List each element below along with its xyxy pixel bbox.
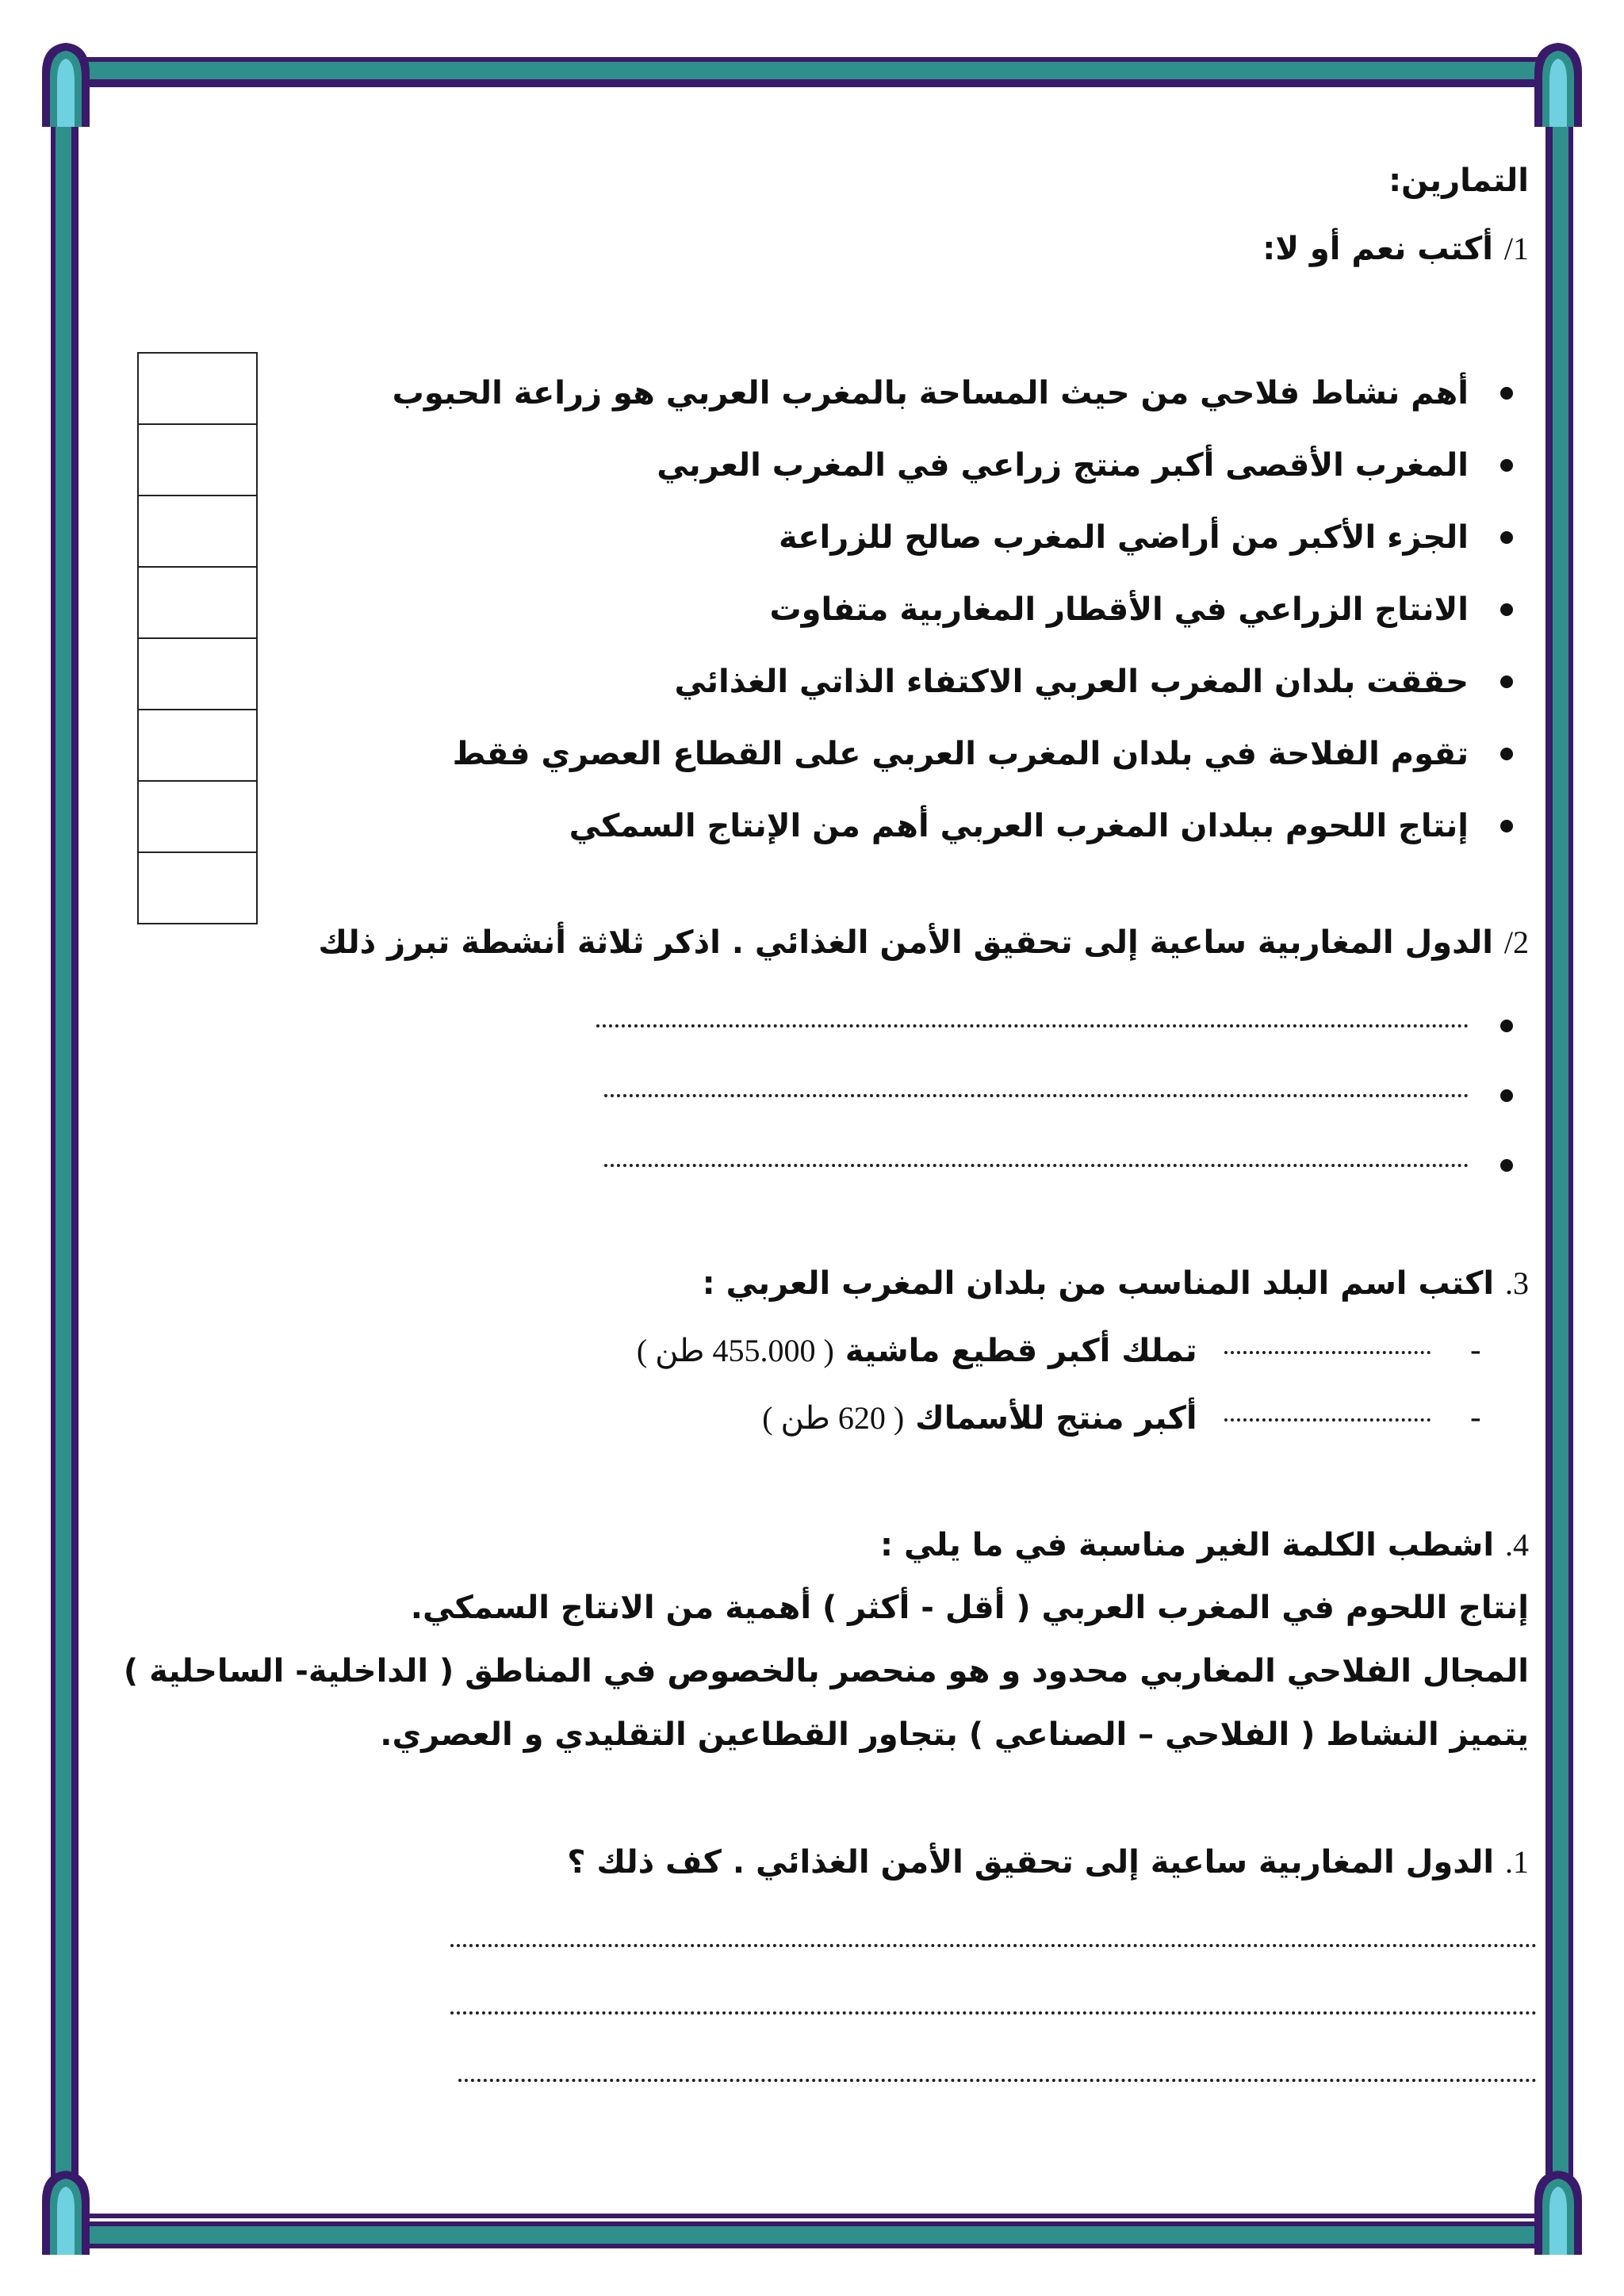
frame-corner-ornament: [38, 41, 94, 128]
question-number: 1/: [1503, 231, 1529, 266]
statement-text: تقوم الفلاحة في بلدان المغرب العربي على القطاع العصري فقط: [452, 735, 1469, 772]
statement-text: حققت بلدان المغرب العربي الاكتفاء الذاتي الغذائي: [674, 663, 1469, 700]
list-item: [393, 645, 1529, 718]
question-4-heading: [880, 1526, 1529, 1563]
frame-corner-ornament: [1530, 2169, 1586, 2256]
bullet-icon: [1500, 387, 1513, 400]
frame-top-border: [70, 57, 1554, 84]
statement-text: المغرب الأقصى أكبر منتج زراعي في المغرب العربي: [657, 446, 1469, 484]
question-text: أكتب نعم أو لا:: [1262, 231, 1504, 267]
question-text: الدول المغاربية ساعية إلى تحقيق الأمن الغذائي . اذكر ثلاثة أنشطة تبرز ذلك: [318, 924, 1504, 961]
list-item: [393, 501, 1529, 573]
answer-lines: [596, 991, 1529, 1200]
statement-text: الجزء الأكبر من أراضي المغرب صالح للزراعة: [778, 519, 1469, 556]
question-1-heading: [1262, 230, 1529, 267]
page-title: التمارين:: [1388, 163, 1529, 199]
dotted-blank[interactable]: [450, 1944, 1537, 1947]
question-number: 4.: [1505, 1527, 1529, 1563]
dotted-blank[interactable]: [1224, 1418, 1431, 1422]
frame-right-border: [1548, 76, 1573, 2220]
bullet-icon: [1500, 820, 1513, 832]
answer-box[interactable]: [139, 568, 256, 639]
item-text: تملك أكبر قطيع ماشية: [845, 1333, 1197, 1369]
question-number: 2/: [1503, 924, 1529, 960]
cross-out-sentence: إنتاج اللحوم في المغرب العربي ( أقل - أكثر ) أهمية من الانتاج السمكي.: [410, 1590, 1529, 1626]
question-number: 1.: [1505, 1844, 1529, 1880]
cross-out-sentence: يتميز النشاط ( الفلاحي – الصناعي ) بتجاور القطاعين التقليدي و العصري.: [380, 1716, 1529, 1753]
yes-no-list: [393, 357, 1529, 862]
frame-left-border: [51, 76, 76, 2220]
dotted-blank[interactable]: [596, 1024, 1469, 1027]
frame-left-inner: [75, 87, 79, 2209]
answer-box[interactable]: [139, 496, 256, 568]
question-2-heading: [318, 924, 1529, 961]
frame-corner-ornament: [1530, 41, 1586, 128]
bullet-icon: [1500, 1089, 1513, 1102]
statement-text: إنتاج اللحوم ببلدان المغرب العربي أهم من الإنتاج السمكي: [569, 807, 1469, 844]
bullet-icon: [1500, 603, 1513, 616]
list-item: [393, 718, 1529, 790]
item-note: ( 455.000 طن ): [636, 1333, 834, 1368]
bullet-icon: [1500, 531, 1513, 544]
answer-boxes: [137, 352, 258, 924]
dotted-blank[interactable]: [604, 1164, 1469, 1167]
item-note: ( 620 طن ): [762, 1400, 905, 1436]
bullet-icon: [1500, 1020, 1513, 1032]
bullet-icon: [1500, 459, 1513, 472]
dotted-blank[interactable]: [1224, 1351, 1431, 1354]
answer-box[interactable]: [139, 710, 256, 782]
question-number: 3.: [1505, 1265, 1529, 1301]
frame-bottom-border: [70, 2221, 1554, 2248]
list-item: [393, 790, 1529, 862]
fill-item: [637, 1332, 1529, 1369]
dotted-blank[interactable]: [458, 2079, 1537, 2082]
fill-item: [762, 1399, 1529, 1437]
bullet-icon: [1500, 1159, 1513, 1172]
bullet-icon: [1500, 748, 1513, 760]
question-text: الدول المغاربية ساعية إلى تحقيق الأمن الغذائي . كف ذلك ؟: [567, 1844, 1505, 1881]
list-item: [393, 429, 1529, 501]
answer-line: [596, 991, 1529, 1061]
question-5-heading: [567, 1843, 1529, 1881]
question-3-heading: [703, 1265, 1529, 1302]
frame-right-inner: [1545, 87, 1549, 2209]
answer-line: [596, 1061, 1529, 1131]
answer-line: [596, 1131, 1529, 1200]
frame-corner-ornament: [38, 2169, 94, 2256]
question-text: اشطب الكلمة الغير مناسبة في ما يلي :: [880, 1527, 1505, 1563]
bullet-icon: [1500, 675, 1513, 688]
answer-box[interactable]: [139, 639, 256, 710]
list-item: [393, 357, 1529, 429]
question-text: اكتب اسم البلد المناسب من بلدان المغرب العربي :: [702, 1265, 1505, 1302]
frame-bottom-inner: [70, 2214, 1554, 2218]
answer-box[interactable]: [139, 782, 256, 853]
answer-box[interactable]: [139, 853, 256, 923]
item-text: أكبر منتج للأسماك: [915, 1400, 1197, 1437]
answer-box[interactable]: [139, 425, 256, 496]
dotted-blank[interactable]: [450, 2011, 1537, 2015]
answer-box[interactable]: [139, 354, 256, 425]
list-item: [393, 573, 1529, 645]
statement-text: الانتاج الزراعي في الأقطار المغاربية متفاوت: [769, 591, 1469, 628]
frame-top-inner: [70, 82, 1554, 87]
cross-out-sentence: المجال الفلاحي المغاربي محدود و هو منحصر بالخصوص في المناطق ( الداخلية- الساحلية ): [123, 1653, 1529, 1689]
dash-marker: -: [1469, 1333, 1481, 1369]
statement-text: أهم نشاط فلاحي من حيث المساحة بالمغرب العربي هو زراعة الحبوب: [392, 374, 1469, 411]
dash-marker: -: [1469, 1400, 1481, 1437]
dotted-blank[interactable]: [604, 1094, 1469, 1097]
